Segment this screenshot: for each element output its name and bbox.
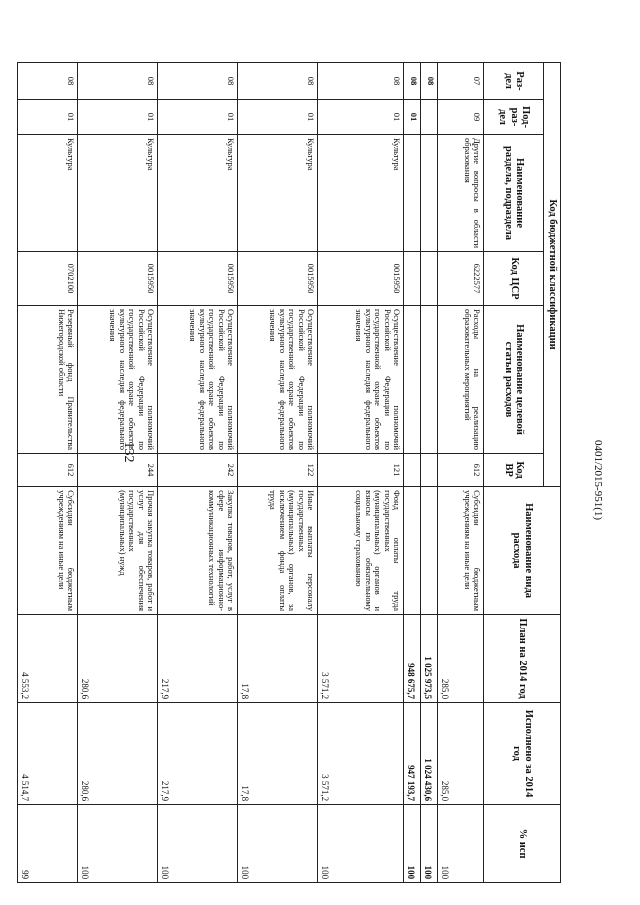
cell-razdel: 08 (158, 63, 238, 100)
cell-name-csr (404, 306, 421, 454)
header-kod-csr: Код ЦСР (484, 252, 544, 306)
cell-kod-csr: 0015950 (158, 252, 238, 306)
header-razdel: Раз-дел (484, 63, 544, 100)
cell-kod-csr: 0015950 (78, 252, 158, 306)
cell-ispolneno: 280,6 (78, 703, 158, 805)
cell-podrazdel: 01 (404, 100, 421, 135)
cell-plan: 3 571,2 (318, 615, 404, 703)
header-name-razdel: Наименование раздела, подраздела (484, 135, 544, 252)
cell-name-razdel: Культура (158, 135, 238, 252)
cell-plan: 280,6 (78, 615, 158, 703)
cell-podrazdel: 01 (238, 100, 318, 135)
rotated-table-container (20, 62, 561, 882)
cell-name-vr: Фонд оплаты труда государственных (муниципальных) органов и взносы по обязательному социальному страхованию (318, 487, 404, 615)
cell-name-vr (421, 487, 438, 615)
cell-kod-vr (421, 454, 438, 487)
cell-name-vr: Субсидии бюджетным учреждениям на иные цели (18, 487, 78, 615)
cell-podrazdel: 01 (18, 100, 78, 135)
table-row (421, 63, 438, 883)
cell-name-razdel: Культура (238, 135, 318, 252)
cell-percent: 100 (404, 805, 421, 883)
cell-name-csr: Резервный фонд Правительства Нижегородской области (18, 306, 78, 454)
header-name-csr: Наименование целевой статьи расходов (484, 306, 544, 454)
cell-plan: 1 025 973,5 (421, 615, 438, 703)
cell-ispolneno: 3 571,2 (318, 703, 404, 805)
cell-podrazdel (421, 100, 438, 135)
table-row (158, 63, 238, 883)
cell-plan: 285,0 (438, 615, 484, 703)
header-ispolneno: Исполнено за 2014 год (484, 703, 561, 805)
cell-ispolneno: 947 193,7 (404, 703, 421, 805)
cell-name-csr: Расходы на реализацию образовательных мероприятий (438, 306, 484, 454)
cell-name-vr: Закупка товаров, работ, услуг в сфере информационно-коммуникационных технологий (158, 487, 238, 615)
cell-name-vr: Иные выплаты персоналу государственных (муниципальных) органов, за исключением фонда оплаты труда (238, 487, 318, 615)
cell-ispolneno: 285,0 (438, 703, 484, 805)
table-row (238, 63, 318, 883)
cell-name-vr (404, 487, 421, 615)
header-kod-vr: Код ВР (484, 454, 544, 487)
cell-kod-vr: 612 (18, 454, 78, 487)
document-code: 0401/2015-951(1) (592, 439, 604, 521)
table-row (404, 63, 421, 883)
header-plan: План на 2014 год (484, 615, 561, 703)
cell-kod-vr: 121 (318, 454, 404, 487)
cell-razdel: 08 (318, 63, 404, 100)
cell-percent: 100 (158, 805, 238, 883)
cell-name-razdel: Культура (78, 135, 158, 252)
header-name-vr: Наименование вида расхода (484, 487, 561, 615)
cell-kod-csr: 6222577 (438, 252, 484, 306)
cell-name-vr: Субсидии бюджетным учреждениям на иные цели (438, 487, 484, 615)
cell-plan: 4 553,2 (18, 615, 78, 703)
cell-podrazdel: 09 (438, 100, 484, 135)
cell-kod-vr: 612 (438, 454, 484, 487)
cell-percent: 100 (238, 805, 318, 883)
cell-kod-csr (404, 252, 421, 306)
cell-percent: 100 (438, 805, 484, 883)
cell-razdel: 08 (421, 63, 438, 100)
cell-name-csr (421, 306, 438, 454)
cell-name-razdel (421, 135, 438, 252)
cell-podrazdel: 01 (318, 100, 404, 135)
cell-name-csr: Осуществление полномочий Российской Федерации по государственной охране объектов культурного наследия федерального значения (238, 306, 318, 454)
header-percent: % исп (484, 805, 561, 883)
cell-name-razdel (404, 135, 421, 252)
cell-percent: 100 (318, 805, 404, 883)
cell-percent: 99 (18, 805, 78, 883)
cell-name-razdel: Культура (318, 135, 404, 252)
cell-plan: 17,8 (238, 615, 318, 703)
cell-kod-vr: 242 (158, 454, 238, 487)
page-number: 132 (121, 441, 136, 463)
cell-ispolneno: 1 024 430,6 (421, 703, 438, 805)
cell-kod-csr: 0015950 (318, 252, 404, 306)
cell-kod-csr: 0015950 (238, 252, 318, 306)
table-row (318, 63, 404, 883)
cell-razdel: 08 (18, 63, 78, 100)
table-row (78, 63, 158, 883)
cell-razdel: 07 (438, 63, 484, 100)
cell-name-csr: Осуществление полномочий Российской Федерации по государственной охране объектов культурного наследия федерального значения (78, 306, 158, 454)
cell-kod-vr (404, 454, 421, 487)
cell-kod-csr: 0702100 (18, 252, 78, 306)
cell-plan: 217,9 (158, 615, 238, 703)
cell-name-razdel: Культура (18, 135, 78, 252)
cell-razdel: 08 (78, 63, 158, 100)
header-podrazdel: Под-раз-дел (484, 100, 544, 135)
cell-percent: 100 (421, 805, 438, 883)
cell-ispolneno: 217,9 (158, 703, 238, 805)
cell-ispolneno: 4 514,7 (18, 703, 78, 805)
budget-table (17, 62, 561, 883)
cell-percent: 100 (78, 805, 158, 883)
cell-razdel: 08 (404, 63, 421, 100)
table-row (18, 63, 78, 883)
cell-kod-vr: 244 (78, 454, 158, 487)
cell-name-csr: Осуществление полномочий Российской Федерации по государственной охране объектов культурного наследия федерального значения (158, 306, 238, 454)
cell-plan: 948 675,7 (404, 615, 421, 703)
cell-name-csr: Осуществление полномочий Российской Федерации по государственной охране объектов культурного наследия федерального значения (318, 306, 404, 454)
cell-ispolneno: 17,8 (238, 703, 318, 805)
cell-name-vr: Прочая закупка товаров, работ и услуг для обеспечения государственных (муниципальных) нужд (78, 487, 158, 615)
group-header: Код бюджетной классификации (544, 63, 561, 487)
cell-razdel: 08 (238, 63, 318, 100)
cell-name-razdel: Другие вопросы в области образования (438, 135, 484, 252)
cell-podrazdel: 01 (78, 100, 158, 135)
cell-podrazdel: 01 (158, 100, 238, 135)
cell-kod-csr (421, 252, 438, 306)
table-row (438, 63, 484, 883)
cell-kod-vr: 122 (238, 454, 318, 487)
